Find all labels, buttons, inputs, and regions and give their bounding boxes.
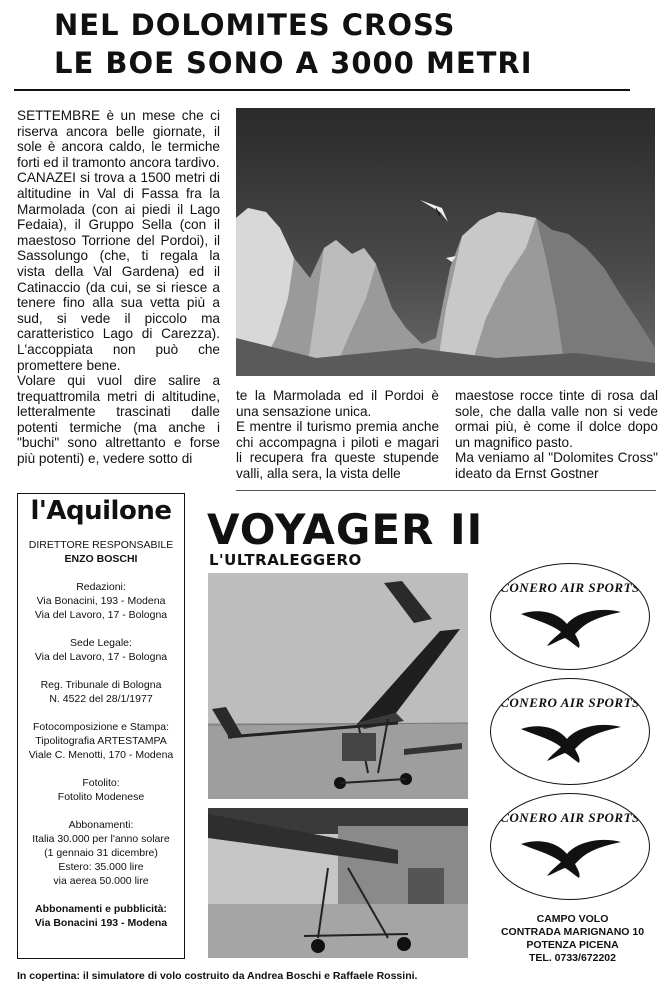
subscriptions-text: Estero: 35.000 lire — [58, 861, 144, 873]
redazioni-label: Redazioni: — [76, 581, 126, 593]
article-paragraph: E mentre il turismo premia anche chi accompagna i piloti e magari li recupera fra queste stupende valli, alla sera, la vista delle — [236, 419, 439, 481]
wheel-icon — [397, 937, 411, 951]
pilot-seat-icon — [342, 733, 376, 761]
article-paragraph: CANAZEI si trova a 1500 metri di altitudine in Val di Fassa fra la Marmolada (con ai piedi il Lago Fedaia), il Gruppo Sella (con il maestoso Torrione del Pordoi), il Sassolungo (che, ti regala la vista della Val Gardena) ed il Catinaccio (da cui, se si riesce a tenere fino alla sua vetta più a sud, si vede il piccolo ma caratteristico Lago di Carezza). L'accoppiata non può che promettere bene. — [17, 170, 220, 373]
director-label: DIRETTORE RESPONSABILE — [28, 539, 174, 551]
aquilone-logo: l'Aquilone — [30, 496, 172, 526]
article-column-2 — [236, 388, 439, 482]
sede-address: Via del Lavoro, 17 - Bologna — [34, 651, 168, 663]
printing-label: Fotocomposizione e Stampa: — [33, 721, 169, 733]
conero-air-sports-ad — [490, 563, 650, 670]
voyager-subtitle: L'ULTRALEGGERO — [209, 551, 362, 569]
ad-brand-name: CONERO AIR SPORTS — [500, 580, 640, 595]
conero-air-sports-ad — [490, 793, 650, 900]
fotolito-text: Fotolito Modenese — [57, 791, 145, 803]
article-paragraph: te la Marmolada ed il Pordoi è una sensazione unica. — [236, 388, 439, 419]
redazioni-address: Via del Lavoro, 17 - Bologna — [34, 609, 168, 621]
headline-rule — [14, 89, 630, 91]
subscriptions-label: Abbonamenti: — [68, 819, 134, 831]
advertising-label: Abbonamenti e pubblicità: — [35, 903, 167, 915]
fotolito-label: Fotolito: — [82, 777, 120, 789]
campo-line: POTENZA PICENA — [526, 939, 619, 951]
eagle-icon — [519, 719, 623, 765]
ad-brand-name: CONERO AIR SPORTS — [500, 695, 640, 710]
voyager-title: VOYAGER II — [207, 505, 484, 554]
article-column-1 — [17, 108, 220, 467]
article-paragraph: Ma veniamo al "Dolomites Cross" ideato da Ernst Gostner — [455, 450, 658, 481]
campo-line: CONTRADA MARIGNANO 10 — [500, 926, 645, 938]
wheel-icon — [311, 939, 325, 953]
article-paragraph: SETTEMBRE è un mese che ci riserva ancora belle giornate, il sole è ancora caldo, le termiche forti ed il tramonto ancora tardivo. — [17, 108, 220, 170]
headline — [54, 6, 654, 82]
registration-text: Reg. Tribunale di Bologna — [40, 679, 162, 691]
article-divider — [236, 490, 656, 491]
ultralight-photo — [208, 573, 468, 799]
director-name: ENZO BOSCHI — [64, 553, 138, 565]
dolomites-photo — [236, 108, 655, 376]
sede-label: Sede Legale: — [70, 637, 132, 649]
printing-text: Tipolitografia ARTESTAMPA — [35, 735, 167, 747]
printing-text: Viale C. Menotti, 170 - Modena — [28, 749, 174, 761]
eagle-icon — [519, 834, 623, 880]
article-paragraph: maestose rocce tinte di rosa dal sole, che dalla valle non si vede ormai più, è come il dolce dopo un magnifico pasto. — [455, 388, 658, 450]
article-paragraph: Volare qui vuol dire salire a trequattromila metri di altitudine, letteralmente trascinati dalle potenti termiche (ma anche i "buchi" sono altrettanto e forse più potenti) e, vedere sotto di — [17, 373, 220, 467]
eagle-icon — [519, 604, 623, 650]
article-column-3 — [455, 388, 658, 482]
masthead-box — [17, 493, 185, 959]
ultralight-ground-photo — [208, 808, 468, 958]
redazioni-address: Via Bonacini, 193 - Modena — [36, 595, 166, 607]
campo-line: CAMPO VOLO — [536, 913, 609, 925]
subscriptions-text: (1 gennaio 31 dicembre) — [44, 847, 158, 859]
conero-air-sports-ad — [490, 678, 650, 785]
campo-volo-address — [480, 913, 665, 965]
campo-phone: TEL. 0733/672202 — [529, 952, 616, 964]
ad-brand-name: CONERO AIR SPORTS — [500, 810, 640, 825]
subscriptions-text: Italia 30.000 per l'anno solare — [32, 833, 170, 845]
advertising-address: Via Bonacini 193 - Modena — [34, 917, 168, 929]
registration-text: N. 4522 del 28/1/1977 — [49, 693, 153, 705]
subscriptions-text: via aerea 50.000 lire — [53, 875, 149, 887]
headline-line-2: LE BOE SONO A 3000 METRI — [54, 46, 533, 80]
cover-caption: In copertina: il simulatore di volo costruito da Andrea Boschi e Raffaele Rossini. — [17, 970, 418, 982]
headline-line-1: NEL DOLOMITES CROSS — [54, 8, 456, 42]
